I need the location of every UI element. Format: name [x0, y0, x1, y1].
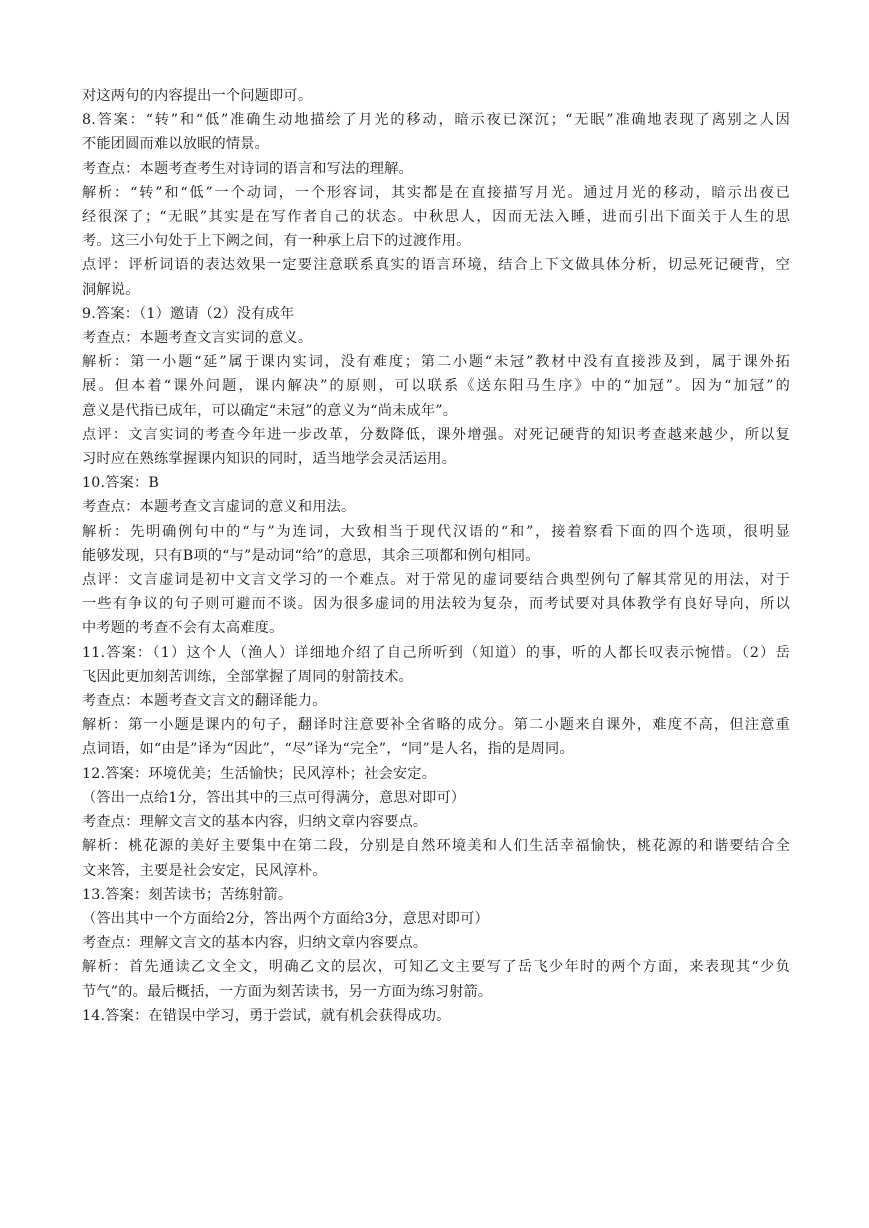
paragraph-p18 [82, 786, 790, 810]
text-line: 12.答案：环境优美；生活愉快；民风淳朴；社会安定。 [82, 765, 437, 782]
text-line: （答出其中一个方面给2分，答出两个方面给3分，意思对即可） [82, 910, 489, 927]
text-line: 能够发现，只有B项的“与”是动词“给”的意思，其余三项都和例句相同。 [82, 547, 540, 564]
paragraph-p21 [82, 883, 790, 907]
text-line: 解析：第一小题是课内的句子，翻译时注意要补全省略的成分。第二小题来自课外，难度不高，但注意重 [82, 717, 790, 734]
paragraph-p4 [82, 181, 790, 254]
text-line: 解析：桃花源的美好主要集中在第二段，分别是自然环境美和人们生活幸福愉快，桃花源的和谐要结合全 [82, 838, 790, 855]
text-line: 解析：“转”和“低”一个动词，一个形容词，其实都是在直接描写月光。通过月光的移动，暗示出夜已 [82, 184, 790, 201]
paragraph-p22 [82, 907, 790, 931]
text-line: 一些有争议的句子则可避而不谈。因为很多虚词的用法较为复杂，而考试要对具体教学有良好导向，所以 [82, 596, 790, 613]
paragraph-p2 [82, 108, 790, 156]
text-line: 点评：文言实词的考查今年进一步改革，分数降低，课外增强。对死记硬背的知识考查越来越少，所以复 [82, 426, 790, 443]
text-line: 习时应在熟练掌握课内知识的同时，适当地学会灵活运用。 [82, 451, 457, 468]
text-line: 解析：第一小题“延”属于课内实词，没有难度；第二小题“未冠”教材中没有直接涉及到，属于课外拓 [82, 354, 790, 371]
text-line: 文来答，主要是社会安定，民风淳朴。 [82, 862, 327, 879]
text-line: 展。但本着“课外问题，课内解决”的原则，可以联系《送东阳马生序》中的“加冠”。因为“加冠”的 [82, 378, 790, 395]
paragraph-p23 [82, 931, 790, 955]
text-line: 意义是代指已成年，可以确定“未冠”的意义为“尚未成年”。 [82, 402, 458, 419]
text-line: 点词语，如“由是”译为“因此”，“尽”译为“完全”，“同”是人名，指的是周同。 [82, 741, 574, 758]
paragraph-p6 [82, 302, 790, 326]
text-line: 解析：首先通读乙文全文，明确乙文的层次，可知乙文主要写了岳飞少年时的两个方面，来表现其“少负 [82, 959, 790, 976]
text-line: 点评：评析词语的表达效果一定要注意联系真实的语言环境，结合上下文做具体分析，切忌死记硬背，空 [82, 257, 790, 274]
text-line: 经很深了；“无眠”其实是在写作者自己的状态。中秋思人，因而无法入睡，进而引出下面关于人生的思 [82, 209, 790, 226]
text-line: 14.答案：在错误中学习，勇于尝试，就有机会获得成功。 [82, 1007, 451, 1024]
text-line: 11.答案：（1）这个人（渔人）详细地介绍了自己所听到（知道）的事，听的人都长叹表示惋惜。（2）岳 [82, 644, 790, 661]
text-line: 8.答案：“转”和“低”准确生动地描绘了月光的移动，暗示夜已深沉；“无眠”准确地表现了离别之人因 [82, 112, 790, 129]
text-line: 9.答案：（1）邀请（2）没有成年 [82, 305, 295, 322]
text-line: 考查点：本题考查考生对诗词的语言和写法的理解。 [82, 160, 413, 177]
text-line: 洞解说。 [82, 281, 140, 298]
text-line: 中考题的考查不会有太高难度。 [82, 620, 284, 637]
paragraph-p7 [82, 326, 790, 350]
document-page [82, 84, 790, 1028]
text-line: 10.答案：B [82, 475, 159, 492]
paragraph-p9 [82, 423, 790, 471]
text-line: 解析：先明确例句中的“与”为连词，大致相当于现代汉语的“和”，接着察看下面的四个选项，很明显 [82, 523, 790, 540]
paragraph-p13 [82, 568, 790, 641]
paragraph-p24 [82, 955, 790, 1003]
text-line: 点评：文言虚词是初中文言文学习的一个难点。对于常见的虚词要结合典型例句了解其常见的用法，对于 [82, 572, 790, 589]
paragraph-p20 [82, 834, 790, 882]
text-line: 13.答案：刻苦读书；苦练射箭。 [82, 886, 293, 903]
text-line: 考查点：本题考查文言实词的意义。 [82, 330, 313, 347]
text-line: 考查点：理解文言文的基本内容，归纳文章内容要点。 [82, 935, 428, 952]
text-line: （答出一点给1分，答出其中的三点可得满分，意思对即可） [82, 789, 466, 806]
text-line: 考查点：本题考查文言虚词的意义和用法。 [82, 499, 356, 516]
paragraph-p17 [82, 762, 790, 786]
paragraph-p14 [82, 641, 790, 689]
paragraph-p15 [82, 689, 790, 713]
paragraph-p11 [82, 495, 790, 519]
paragraph-p3 [82, 157, 790, 181]
paragraph-p19 [82, 810, 790, 834]
paragraph-p25 [82, 1004, 790, 1028]
text-line: 不能团圆而难以放眠的情景。 [82, 136, 270, 153]
paragraph-p8 [82, 350, 790, 423]
text-line: 节气”的。最后概括，一方面为刻苦读书，另一方面为练习射箭。 [82, 983, 493, 1000]
text-line: 飞因此更加刻苦训练，全部掌握了周同的射箭技术。 [82, 668, 413, 685]
paragraph-p10 [82, 471, 790, 495]
text-line: 考查点：理解文言文的基本内容，归纳文章内容要点。 [82, 814, 428, 831]
paragraph-p16 [82, 713, 790, 761]
text-line: 对这两句的内容提出一个问题即可。 [82, 88, 313, 104]
paragraph-p12 [82, 520, 790, 568]
text-line: 考查点：本题考查文言文的翻译能力。 [82, 693, 327, 710]
text-line: 考。这三小句处于上下阙之间，有一种承上启下的过渡作用。 [82, 233, 471, 250]
paragraph-p5 [82, 253, 790, 301]
paragraph-p1 [82, 84, 790, 108]
